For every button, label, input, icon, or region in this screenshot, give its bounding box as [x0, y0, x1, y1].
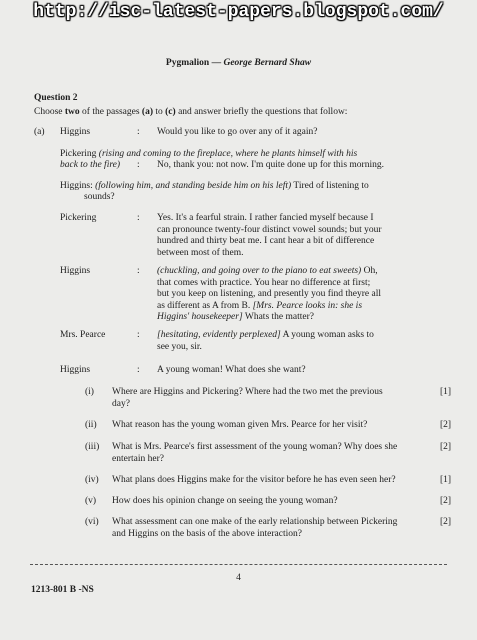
question-text: How does his opinion change on seeing the young woman? — [112, 496, 338, 506]
question-number: (i) — [85, 387, 94, 397]
question-number: (v) — [85, 496, 97, 506]
dialogue-line: [hesitating, evidently perplexed] A young woman asks to see you, sir. — [157, 330, 374, 352]
dialogue-line — [60, 149, 440, 161]
question-marks: [1] — [440, 475, 452, 485]
dialogue-line: sounds? — [84, 192, 115, 202]
footer-divider — [30, 564, 447, 565]
speaker-mrs-pearce: Mrs. Pearce — [60, 330, 106, 340]
question-number: (iii) — [85, 442, 100, 452]
passage-label: (a) — [34, 127, 45, 137]
speaker-higgins: Higgins — [60, 365, 91, 375]
speaker-colon: : — [137, 213, 140, 223]
question-marks: [2] — [440, 420, 452, 430]
speaker-colon: : — [137, 127, 140, 137]
title-separator: — — [211, 58, 222, 68]
question-text: What is Mrs. Pearce's first assessment of the young woman? Why does she entertain her? — [112, 442, 398, 464]
question-marks: [2] — [440, 517, 452, 527]
dialogue-line: (chuckling, and going over to the piano to eat sweets) Oh, that comes with practice. You hear no difference at first; but you keep on listening, and presently you find theyre all as different as A from B. [Mrs. Pearce looks in: she is Higgins' housekeeper] Whats the matter? — [157, 266, 381, 322]
instruction: Choose two of the passages (a) to (c) and answer briefly the questions that follow: — [34, 107, 348, 117]
dialogue-line: Yes. It's a fearful strain. I rather fancied myself because I can pronounce twenty-four distinct vowel sounds; but your hundred and thirty beat me. I cant hear a bit of difference between most of them. — [157, 213, 382, 258]
stage-direction: (rising and coming to the fireplace, where he plants himself with his — [98, 149, 358, 159]
speaker-higgins: Higgins — [60, 127, 91, 137]
question-number: (ii) — [85, 420, 97, 430]
speaker-pickering: Pickering — [60, 149, 97, 159]
stage-direction: back to the fire) — [60, 160, 121, 170]
question-text: Where are Higgins and Pickering? Where had the two met the previous day? — [112, 387, 383, 409]
question-text: What reason has the young woman given Mrs. Pearce for her visit? — [112, 420, 368, 430]
question-marks: [1] — [440, 387, 452, 397]
question-number: (vi) — [85, 517, 99, 527]
dialogue-line: No, thank you: not now. I'm quite done up for this morning. — [157, 160, 384, 170]
dialogue-line: A young woman! What does she want? — [157, 365, 306, 375]
work-title — [0, 58, 477, 68]
speaker-pickering: Pickering — [60, 213, 97, 223]
question-text: What plans does Higgins make for the visitor before he has even seen her? — [112, 475, 396, 485]
work-name: Pygmalion — [165, 58, 210, 68]
question-text: What assessment can one make of the early relationship between Pickering and Higgins on the basis of the above interaction? — [112, 517, 398, 539]
question-marks: [2] — [440, 496, 452, 506]
dialogue-line: Would you like to go over any of it again? — [157, 127, 318, 137]
speaker-colon: : — [137, 365, 140, 375]
page-number: 4 — [236, 573, 241, 583]
blog-url-banner[interactable]: http://isc-latest-papers.blogspot.com/ — [33, 2, 444, 22]
speaker-higgins: Higgins: — [60, 181, 93, 191]
question-heading: Question 2 — [34, 93, 78, 103]
speaker-colon: : — [137, 266, 140, 276]
question-number: (iv) — [85, 475, 99, 485]
dialogue-line: Higgins: (following him, and standing beside him on his left) Tired of listening to — [60, 181, 369, 191]
speaker-colon: : — [137, 330, 140, 340]
paper-code: 1213-801 B -NS — [31, 585, 94, 595]
speaker-colon: : — [137, 160, 140, 170]
author-name: George Bernard Shaw — [223, 58, 312, 68]
speaker-higgins: Higgins — [60, 266, 91, 276]
question-marks: [2] — [440, 442, 452, 452]
stage-direction: (following him, and standing beside him on his left) — [95, 181, 292, 191]
